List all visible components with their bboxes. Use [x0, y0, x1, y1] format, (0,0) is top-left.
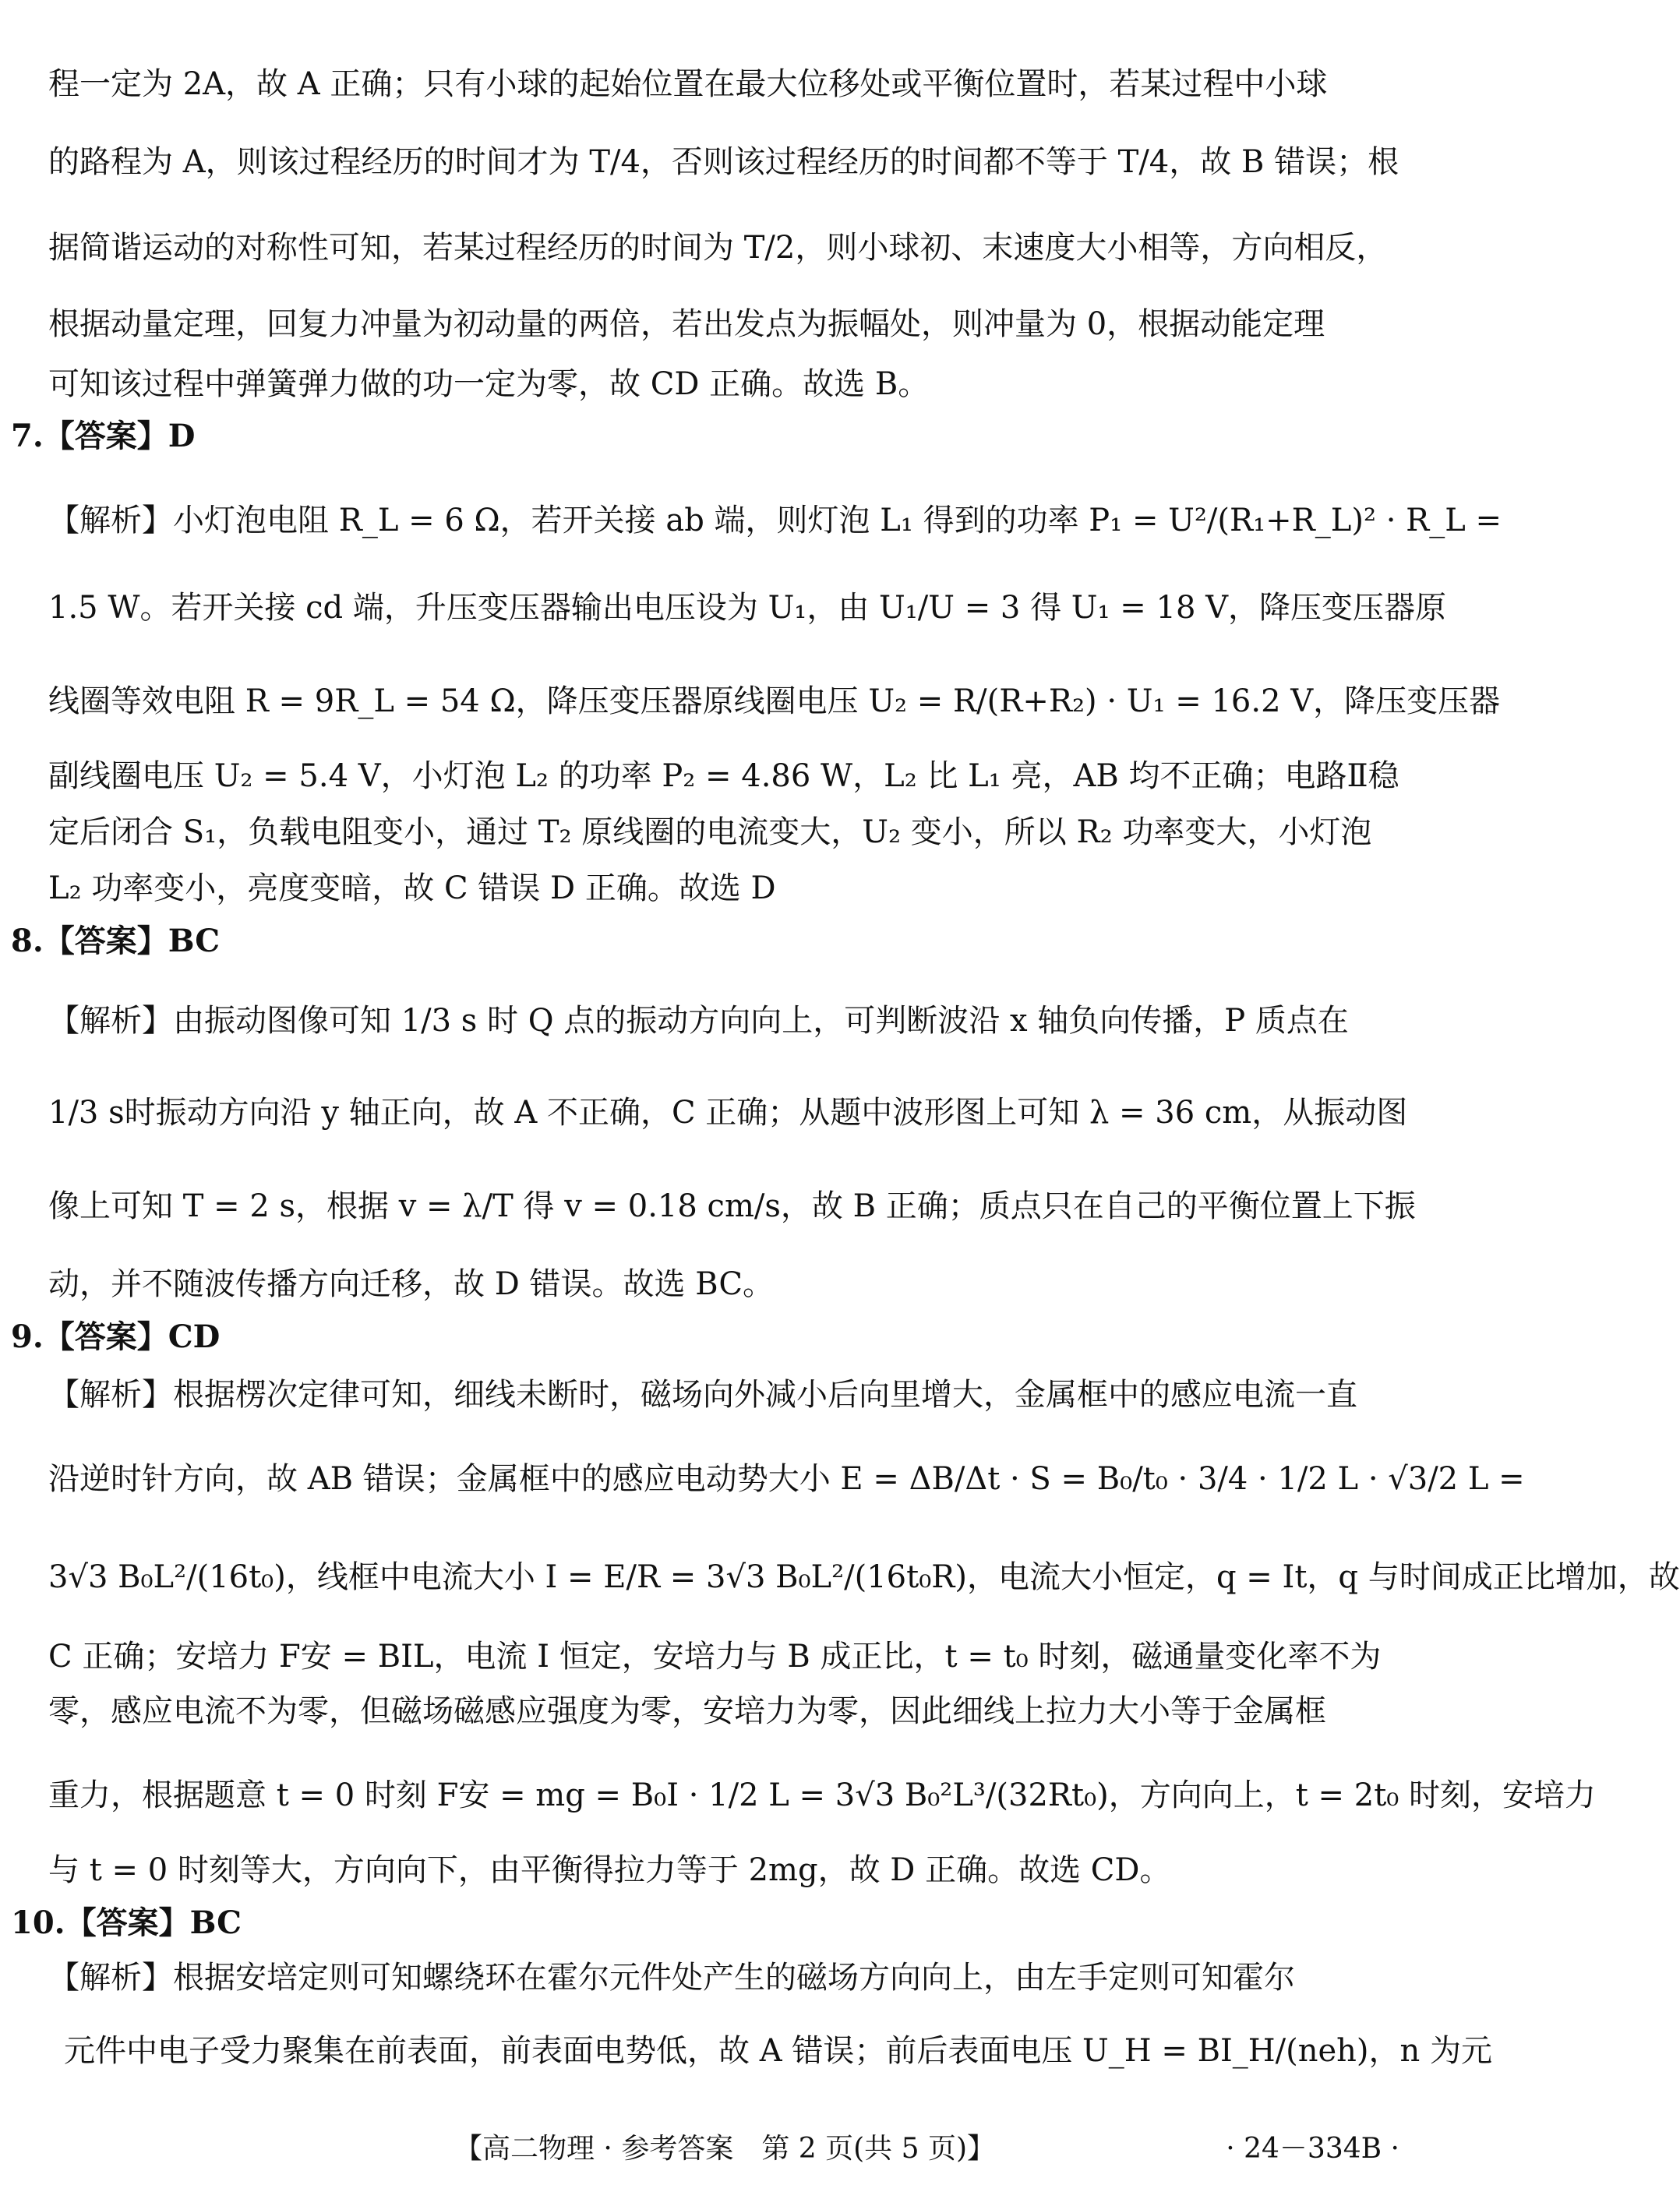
text-line: 1/3 s时振动方向沿 y 轴正向，故 A 不正确，C 正确；从题中波形图上可知 λ = 36 cm，从振动图 [48, 1095, 1408, 1131]
text-line: 据简谐运动的对称性可知，若某过程经历的时间为 T/2，则小球初、末速度大小相等，方向相反， [48, 230, 1388, 266]
text-line: 动，并不随波传播方向迁移，故 D 错误。故选 BC。 [48, 1266, 774, 1302]
answer-heading: 10.【答案】BC [11, 1904, 242, 1941]
page-footer [0, 2127, 1435, 2171]
answer-heading: 8.【答案】BC [11, 923, 221, 959]
text-line: 线圈等效电阻 R = 9R_L = 54 Ω，降压变压器原线圈电压 U₂ = R/(R+R₂) · U₁ = 16.2 V，降压变压器 [48, 683, 1501, 719]
footer-code: · 24－334B · [1226, 2133, 1399, 2165]
text-line: 像上可知 T = 2 s，根据 v = λ/T 得 v = 0.18 cm/s，故 B 正确；质点只在自己的平衡位置上下振 [48, 1188, 1416, 1224]
answer-heading: 7.【答案】D [11, 418, 196, 454]
text-line: 1.5 W。若开关接 cd 端，升压变压器输出电压设为 U₁，由 U₁/U = 3 得 U₁ = 18 V，降压变压器原 [48, 590, 1447, 626]
text-line: 重力，根据题意 t = 0 时刻 F安 = mg = B₀I · 1/2 L = 3√3 B₀²L³/(32Rt₀)，方向向上，t = 2t₀ 时刻，安培力 [48, 1777, 1597, 1813]
text-line: 【解析】根据安培定则可知螺绕环在霍尔元件处产生的磁场方向向上，由左手定则可知霍尔 [48, 1960, 1295, 1996]
answer-heading: 9.【答案】CD [11, 1318, 221, 1355]
text-line: 【解析】小灯泡电阻 R_L = 6 Ω，若开关接 ab 端，则灯泡 L₁ 得到的功率 P₁ = U²/(R₁+R_L)² · R_L = [48, 503, 1502, 538]
text-line: 【解析】由振动图像可知 1/3 s 时 Q 点的振动方向向上，可判断波沿 x 轴负向传播，P 质点在 [48, 1003, 1349, 1039]
text-line: 元件中电子受力聚集在前表面，前表面电势低，故 A 错误；前后表面电压 U_H = BI_H/(neh)，n 为元 [64, 2033, 1493, 2069]
text-line: 3√3 B₀L²/(16t₀)，线框中电流大小 I = E/R = 3√3 B₀L²/(16t₀R)，电流大小恒定，q = It，q 与时间成正比增加，故 [48, 1559, 1680, 1595]
text-line: 与 t = 0 时刻等大，方向向下，由平衡得拉力等于 2mg，故 D 正确。故选 CD。 [48, 1852, 1171, 1888]
text-line: 的路程为 A，则该过程经历的时间才为 T/4，否则该过程经历的时间都不等于 T/4，故 B 错误；根 [48, 144, 1399, 180]
text-line: 【解析】根据楞次定律可知，细线未断时，磁场向外减小后向里增大，金属框中的感应电流一直 [48, 1377, 1357, 1413]
text-line: C 正确；安培力 F安 = BIL，电流 I 恒定，安培力与 B 成正比，t = t₀ 时刻，磁通量变化率不为 [48, 1639, 1382, 1675]
text-line: 根据动量定理，回复力冲量为初动量的两倍，若出发点为振幅处，则冲量为 0，根据动能定理 [48, 306, 1325, 342]
text-line: 可知该过程中弹簧弹力做的功一定为零，故 CD 正确。故选 B。 [48, 366, 930, 402]
text-line: 副线圈电压 U₂ = 5.4 V，小灯泡 L₂ 的功率 P₂ = 4.86 W，L₂ 比 L₁ 亮，AB 均不正确；电路Ⅱ稳 [48, 758, 1399, 794]
text-line: 零，感应电流不为零，但磁场磁感应强度为零，安培力为零，因此细线上拉力大小等于金属框 [48, 1693, 1326, 1729]
text-line: 程一定为 2A，故 A 正确；只有小球的起始位置在最大位移处或平衡位置时，若某过程中小球 [48, 66, 1328, 102]
text-line: L₂ 功率变小，亮度变暗，故 C 错误 D 正确。故选 D [48, 870, 776, 906]
footer-title: 【高二物理 · 参考答案 第 2 页(共 5 页)】 [454, 2133, 995, 2165]
text-line: 定后闭合 S₁，负载电阻变小，通过 T₂ 原线圈的电流变大，U₂ 变小，所以 R₂ 功率变大，小灯泡 [48, 814, 1372, 850]
text-line: 沿逆时针方向，故 AB 错误；金属框中的感应电动势大小 E = ΔB/Δt · S = B₀/t₀ · 3/4 · 1/2 L · √3/2 L = [48, 1461, 1525, 1497]
